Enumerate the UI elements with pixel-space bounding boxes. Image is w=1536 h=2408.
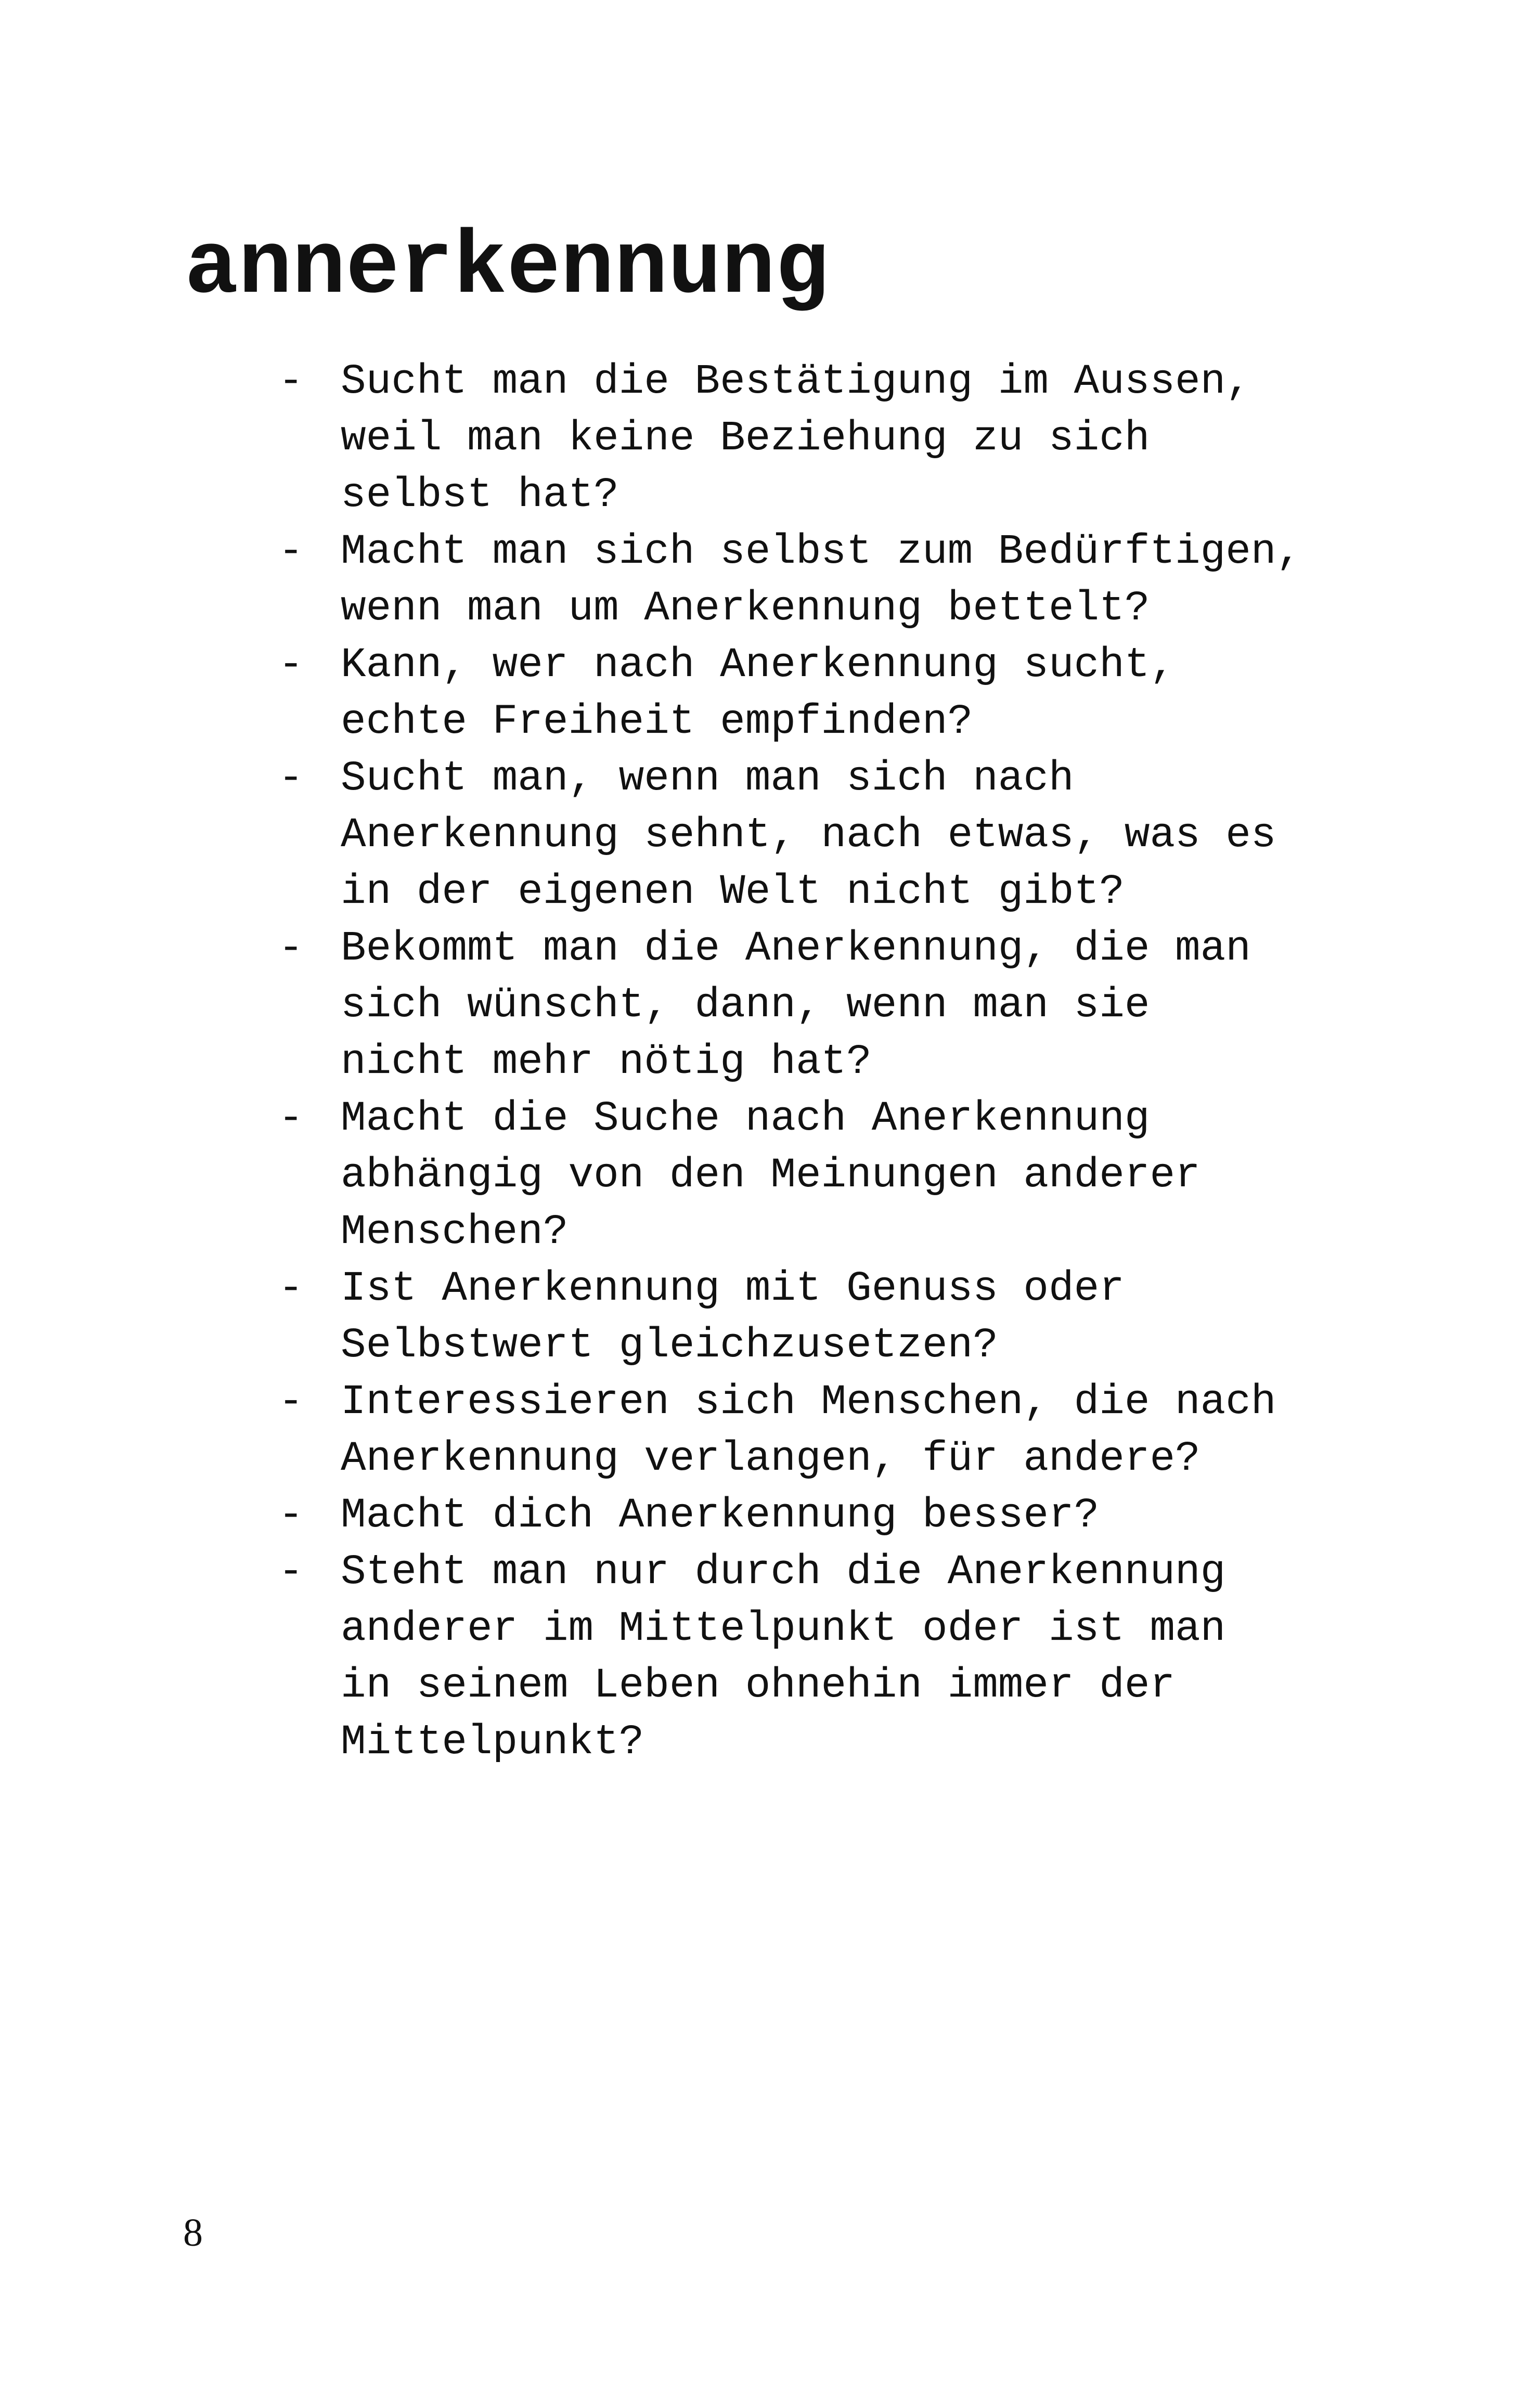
question-line: Bekommt man die Anerkennung, die man [341,925,1251,973]
question-line: echte Freiheit empfinden? [341,698,973,746]
page-number: 8 [183,2211,203,2255]
question-item [278,1261,1371,1374]
question-item [278,1544,1371,1771]
bullet-dash: - [278,1492,304,1539]
bullet-dash: - [278,925,304,973]
question-item [278,921,1371,1091]
question-line: in der eigenen Welt nicht gibt? [341,869,1125,916]
question-line: sich wünscht, dann, wenn man sie [341,982,1150,1029]
question-line: Macht man sich selbst zum Bedürftigen, [341,528,1302,576]
question-item [278,750,1371,921]
question-line: Ist Anerkennung mit Genuss oder [341,1265,1125,1313]
question-line: selbst hat? [341,472,619,519]
question-line: Menschen? [341,1209,569,1256]
bullet-dash: - [278,1379,304,1426]
bullet-dash: - [278,1265,304,1313]
question-list [278,354,1371,1771]
bullet-dash: - [278,358,304,406]
question-line: Anerkennung sehnt, nach etwas, was es [341,812,1276,859]
question-line: Macht die Suche nach Anerkennung [341,1095,1150,1143]
bullet-dash: - [278,642,304,689]
question-item [278,1374,1371,1487]
question-line: Anerkennung verlangen, für andere? [341,1435,1201,1483]
question-item [278,1091,1371,1261]
question-line: Sucht man die Bestätigung im Aussen, [341,358,1251,406]
question-line: anderer im Mittelpunkt oder ist man [341,1606,1226,1653]
question-line: weil man keine Beziehung zu sich [341,415,1150,462]
question-line: Macht dich Anerkennung besser? [341,1492,1100,1539]
question-item [278,354,1371,524]
bullet-dash: - [278,1095,304,1143]
question-line: nicht mehr nötig hat? [341,1039,872,1086]
question-item [278,524,1371,637]
question-item [278,1487,1371,1544]
question-item [278,637,1371,750]
question-line: wenn man um Anerkennung bettelt? [341,585,1150,632]
question-line: Selbstwert gleichzusetzen? [341,1322,998,1369]
question-line: Sucht man, wenn man sich nach [341,755,1074,802]
question-line: Kann, wer nach Anerkennung sucht, [341,642,1176,689]
bullet-dash: - [278,1549,304,1596]
question-line: Steht man nur durch die Anerkennung [341,1549,1226,1596]
question-line: Interessieren sich Menschen, die nach [341,1379,1276,1426]
bullet-dash: - [278,528,304,576]
bullet-dash: - [278,755,304,802]
question-line: Mittelpunkt? [341,1719,644,1766]
question-line: in seinem Leben ohnehin immer der [341,1662,1176,1710]
page-title: annerkennung [185,217,829,319]
question-line: abhängig von den Meinungen anderer [341,1152,1201,1199]
